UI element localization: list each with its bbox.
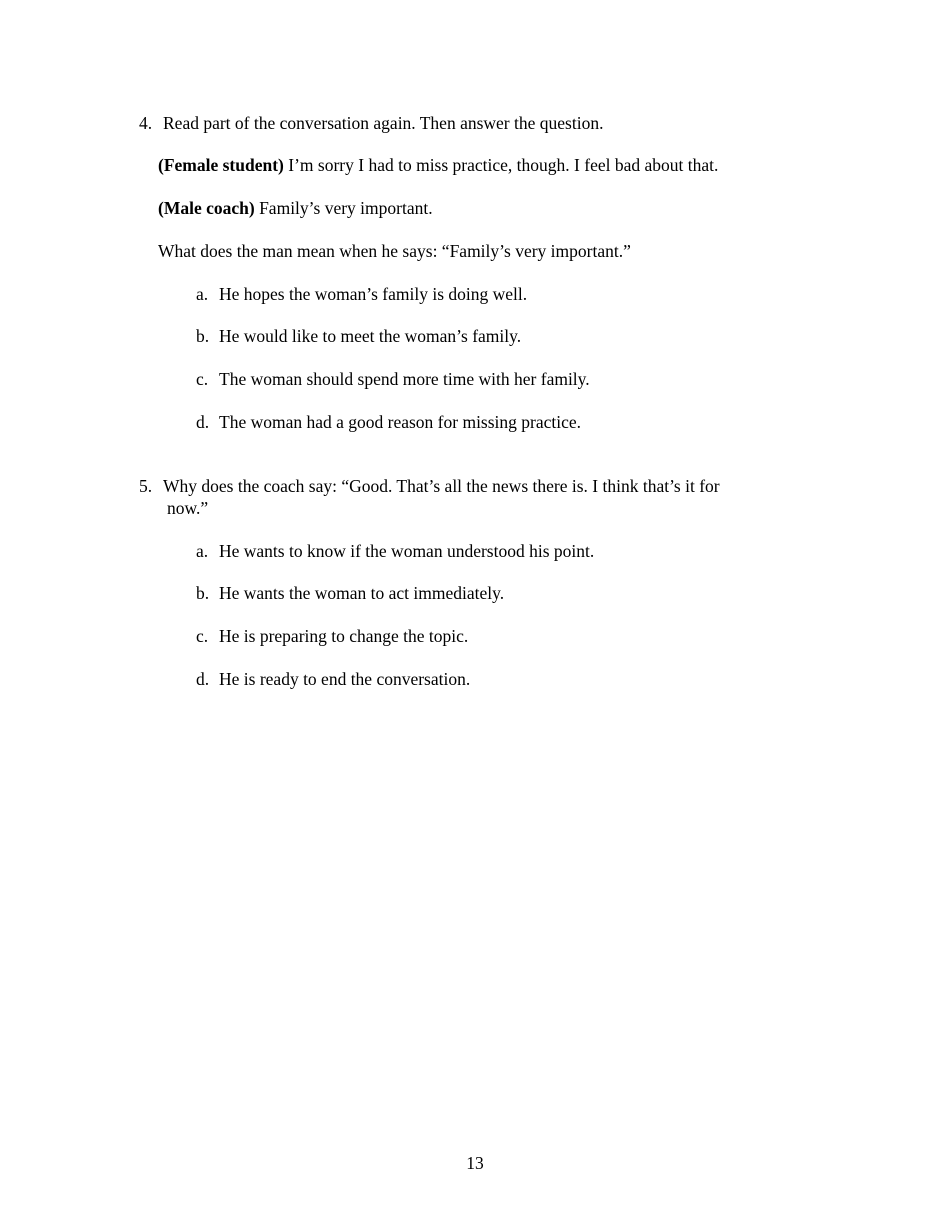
answer-option-b <box>196 325 521 347</box>
page-number: 13 <box>466 1153 484 1173</box>
option-letter: c. <box>196 369 209 389</box>
option-text: The woman had a good reason for missing practice. <box>219 412 582 432</box>
option-text: He wants to know if the woman understood his point. <box>219 541 595 561</box>
speaker-label: (Female student) <box>158 155 284 175</box>
option-letter: a. <box>196 284 209 304</box>
option-text: He is preparing to change the topic. <box>219 626 469 646</box>
question-number: 4. <box>139 113 153 133</box>
question-prompt-text: Read part of the conversation again. Then answer the question. <box>163 113 604 133</box>
dialogue-line-female-student <box>158 154 718 176</box>
option-text: He wants the woman to act immediately. <box>219 583 505 603</box>
option-text: He hopes the woman’s family is doing well. <box>219 284 528 304</box>
option-text: He is ready to end the conversation. <box>219 669 471 689</box>
question-4-prompt <box>139 112 603 134</box>
question-prompt-text: Why does the coach say: “Good. That’s all the news there is. I think that’s it for <box>163 476 720 496</box>
answer-option-c <box>196 368 590 390</box>
answer-option-c <box>196 625 468 647</box>
option-letter: d. <box>196 669 210 689</box>
question-5-prompt <box>139 475 720 497</box>
answer-option-b <box>196 582 504 604</box>
option-letter: b. <box>196 326 210 346</box>
dialogue-text: Family’s very important. <box>254 198 433 218</box>
option-letter: b. <box>196 583 210 603</box>
answer-option-a <box>196 283 527 305</box>
dialogue-text: I’m sorry I had to miss practice, though. I feel bad about that. <box>283 155 719 175</box>
answer-option-d <box>196 668 470 690</box>
option-letter: c. <box>196 626 209 646</box>
answer-option-a <box>196 540 594 562</box>
speaker-label: (Male coach) <box>158 198 255 218</box>
question-5-prompt-continuation: now.” <box>167 498 209 518</box>
answer-option-d <box>196 411 581 433</box>
option-text: He would like to meet the woman’s family. <box>219 326 522 346</box>
question-number: 5. <box>139 476 153 496</box>
question-4-question: What does the man mean when he says: “Family’s very important.” <box>158 241 631 261</box>
option-text: The woman should spend more time with her family. <box>219 369 590 389</box>
dialogue-line-male-coach <box>158 197 433 219</box>
option-letter: d. <box>196 412 210 432</box>
option-letter: a. <box>196 541 209 561</box>
